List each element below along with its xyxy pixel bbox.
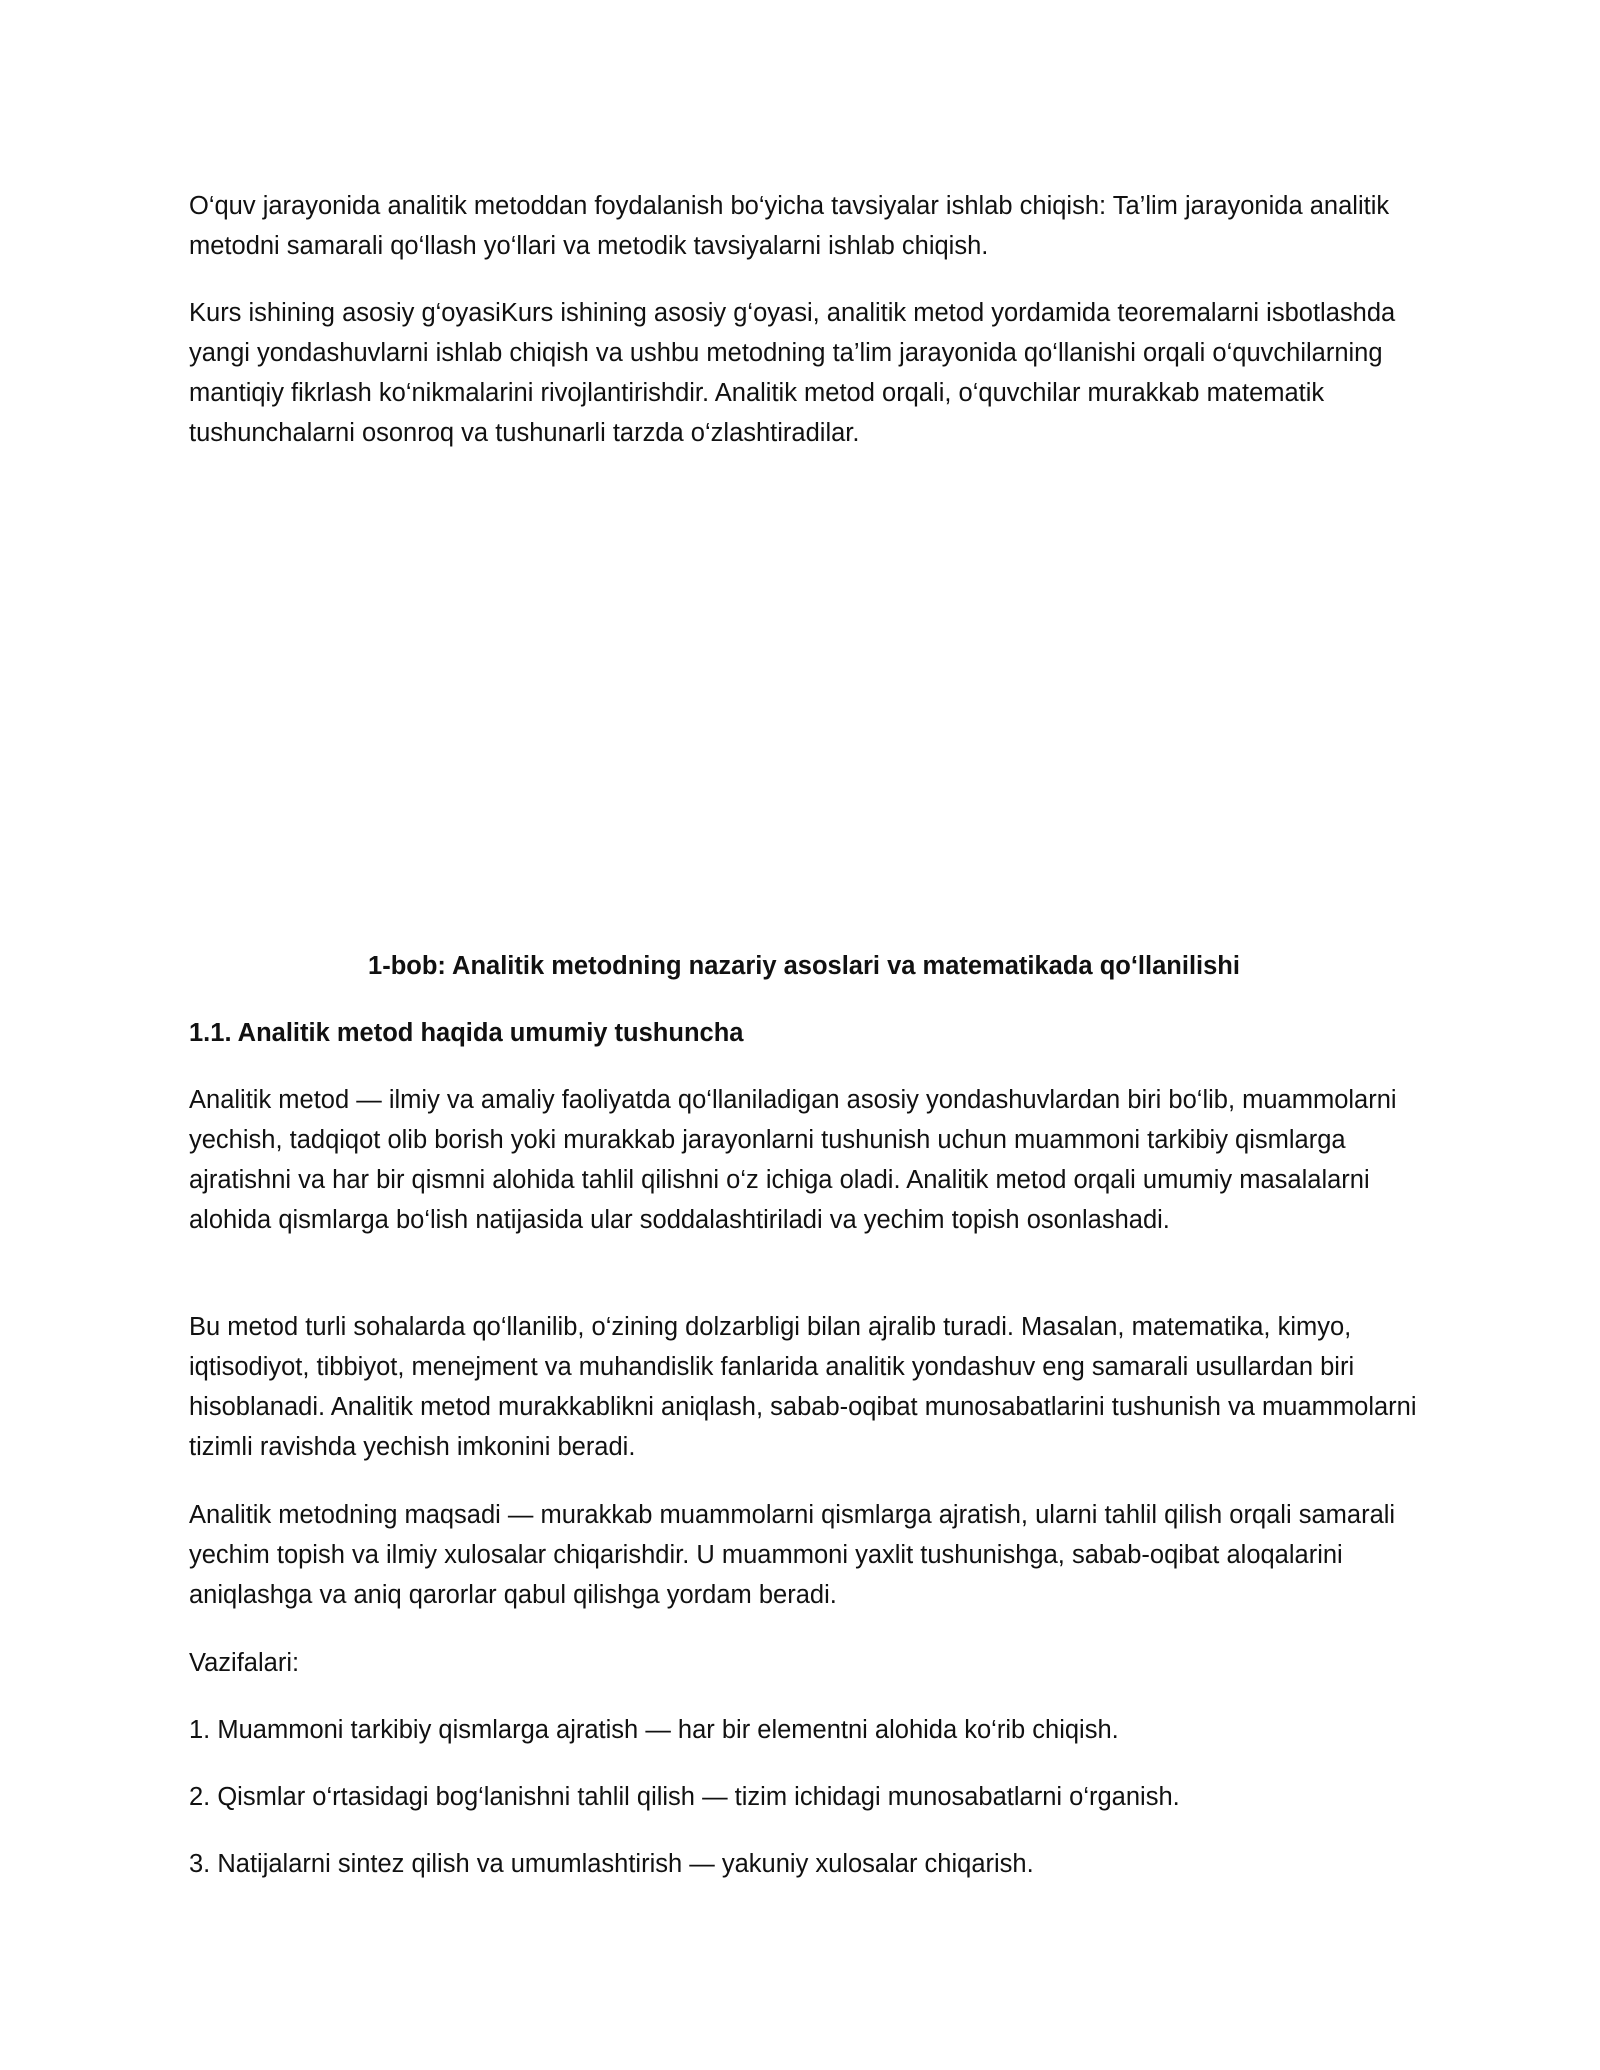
tasks-label: Vazifalari: [189, 1649, 300, 1677]
chapter-title: 1-bob: Analitik metodning nazariy asoslari va matematikada qo‘llanilishi [368, 952, 1240, 980]
task-item-2: 2. Qismlar o‘rtasidagi bog‘lanishni tahlil qilish — tizim ichidagi munosabatlarni o‘rganish. [189, 1783, 1180, 1811]
body-paragraph-3: Analitik metodning maqsadi — murakkab muammolarni qismlarga ajratish, ularni tahlil qilish orqali samarali yechim topish va ilmiy xulosalar chiqarishdir. U muammoni yaxlit tushunishga, sabab-oqibat aloqalarini aniqlashga va aniq qarorlar qabul qilishga yordam beradi. [189, 1501, 1396, 1609]
intro-paragraph-2: Kurs ishining asosiy g‘oyasiKurs ishining asosiy g‘oyasi, analitik metod yordamida teoremalarni isbotlashda yangi yondashuvlarni ishlab chiqish va ushbu metodning ta’lim jarayonida qo‘llanishi orqali o‘quvchilarning mantiqiy fikrlash ko‘nikmalarini rivojlantirishdir. Analitik metod orqali, o‘quvchilar murakkab matematik tushunchalarni osonroq va tushunarli tarzda o‘zlashtiradilar. [189, 299, 1396, 447]
section-title: 1.1. Analitik metod haqida umumiy tushuncha [189, 1019, 744, 1047]
task-item-1: 1. Muammoni tarkibiy qismlarga ajratish — har bir elementni alohida ko‘rib chiqish. [189, 1716, 1119, 1744]
body-paragraph-2: Bu metod turli sohalarda qo‘llanilib, o‘zining dolzarbligi bilan ajralib turadi. Masalan, matematika, kimyo, iqtisodiyot, tibbiyot, menejment va muhandislik fanlarida analitik yondashuv eng samarali usullardan biri hisoblanadi. Analitik metod murakkablikni aniqlash, sabab-oqibat munosabatlarini tushunish va muammolarni tizimli ravishda yechish imkonini beradi. [189, 1313, 1417, 1461]
task-item-3: 3. Natijalarni sintez qilish va umumlashtirish — yakuniy xulosalar chiqarish. [189, 1850, 1034, 1878]
intro-paragraph-1: O‘quv jarayonida analitik metoddan foydalanish bo‘yicha tavsiyalar ishlab chiqish: Ta’lim jarayonida analitik metodni samarali qo‘llash yo‘llari va metodik tavsiyalarni ishlab chiqish. [189, 192, 1390, 260]
body-paragraph-1: Analitik metod — ilmiy va amaliy faoliyatda qo‘llaniladigan asosiy yondashuvlardan biri bo‘lib, muammolarni yechish, tadqiqot olib borish yoki murakkab jarayonlarni tushunish uchun muammoni tarkibiy qismlarga ajratishni va har bir qismni alohida tahlil qilishni o‘z ichiga oladi. Analitik metod orqali umumiy masalalarni alohida qismlarga bo‘lish natijasida ular soddalashtiriladi va yechim topish osonlashadi. [189, 1086, 1397, 1234]
